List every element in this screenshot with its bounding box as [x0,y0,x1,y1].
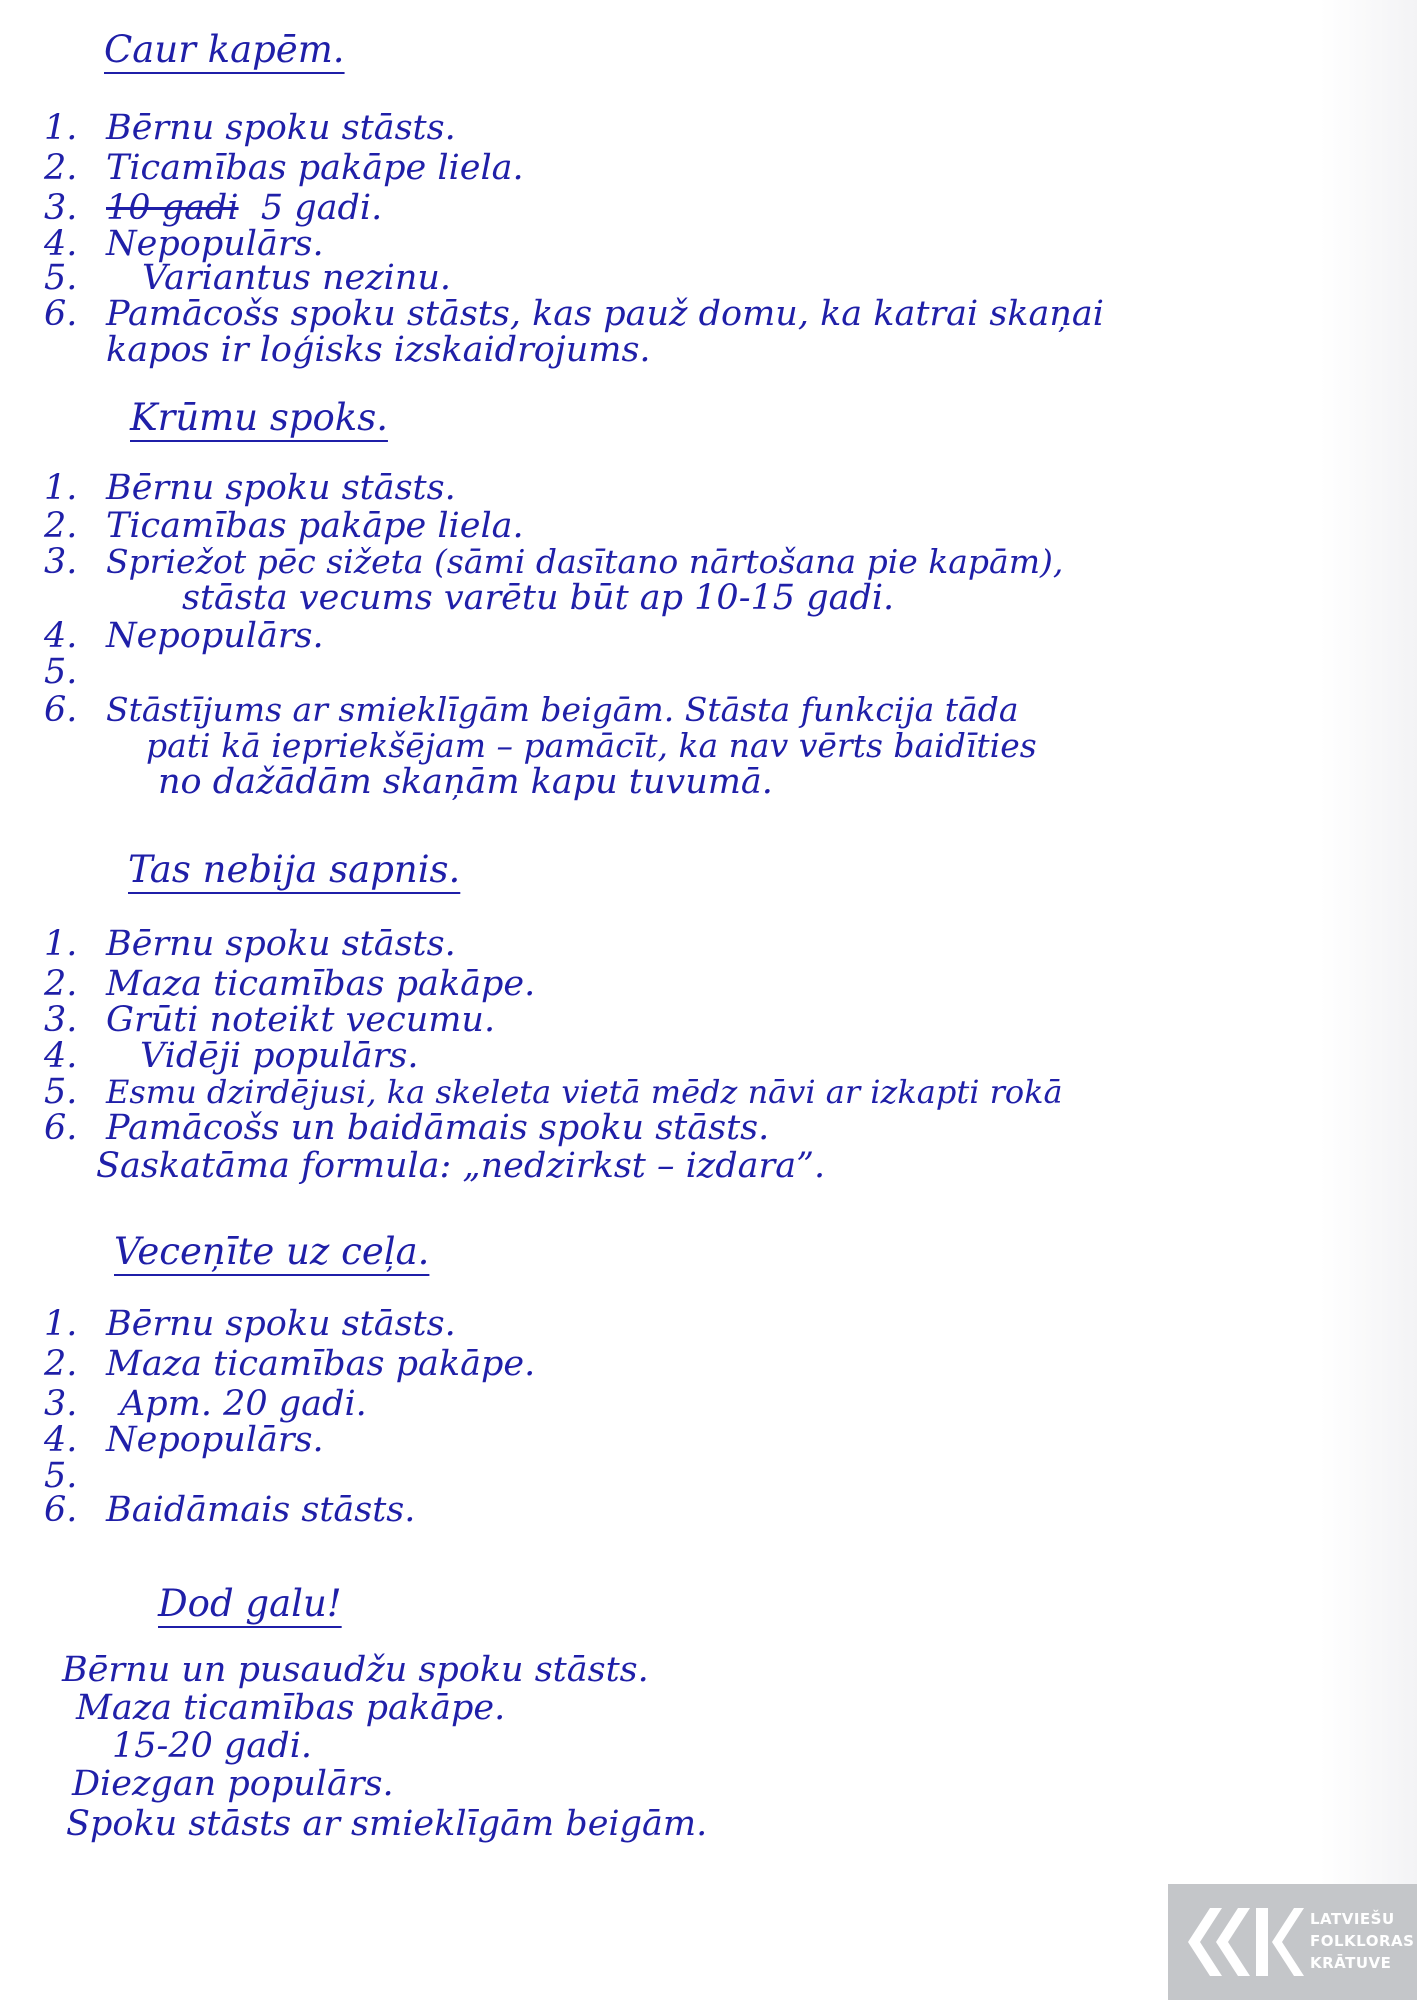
section-title: Tas nebija sapnis. [128,848,461,891]
list-item: 3. 10 gadi 5 gadi. [44,188,383,228]
list-item: 6. Pamācošs un baidāmais spoku stāsts. [44,1108,770,1148]
list-item: Bērnu un pusaudžu spoku stāsts. [62,1650,649,1690]
list-item: 5. Variantus nezinu. [44,258,452,298]
list-item: kapos ir loģisks izskaidrojums. [106,330,651,370]
list-item: 1. Bērnu spoku stāsts. [44,924,456,964]
list-item: Diezgan populārs. [72,1764,394,1804]
list-item: 2. Maza ticamības pakāpe. [44,1344,536,1384]
list-item: no dažādām skaņām kapu tuvumā. [158,762,773,802]
list-item: 2. Maza ticamības pakāpe. [44,964,536,1004]
list-item: stāsta vecums varētu būt ap 10-15 gadi. [182,578,895,618]
page-edge-shadow [1320,0,1417,2000]
list-item: 4. Nepopulārs. [44,616,324,656]
archive-logo [1168,1884,1417,2000]
list-item: 4. Vidēji populārs. [44,1036,419,1076]
list-item: 3. Spriežot pēc sižeta (sāmi dasītano nārtošana pie kapām), [44,542,1064,582]
list-item: 6. Pamācošs spoku stāsts, kas pauž domu, ka katrai skaņai [44,294,1104,334]
list-item: 2. Ticamības pakāpe liela. [44,506,524,546]
list-item: pati kā iepriekšējam – pamācīt, ka nav vērts baidīties [146,726,1037,765]
list-item: 1. Bērnu spoku stāsts. [44,1304,456,1344]
list-item: 3. Apm. 20 gadi. [44,1384,367,1424]
list-item: 4. Nepopulārs. [44,1420,324,1460]
logo-line-2: FOLKLORAS [1310,1932,1415,1950]
struck-text: 10 gadi [106,188,239,228]
lfk-logo-icon [1180,1902,1304,1982]
list-item: 5. [44,1456,78,1496]
section-title: Veceņīte uz ceļa. [114,1230,430,1273]
logo-line-3: KRĀTUVE [1310,1954,1392,1972]
list-item: 5. Esmu dzirdējusi, ka skeleta vietā mēdz nāvi ar izkapti rokā [44,1072,1063,1112]
list-item: 1. Bērnu spoku stāsts. [44,468,456,508]
list-item: Spoku stāsts ar smieklīgām beigām. [66,1804,708,1844]
list-item: Maza ticamības pakāpe. [76,1688,506,1728]
section-title: Dod galu! [158,1582,342,1625]
list-item: 6. Stāstījums ar smieklīgām beigām. Stāsta funkcija tāda [44,690,1019,730]
list-item: 6. Baidāmais stāsts. [44,1490,416,1530]
section-title: Caur kapēm. [104,28,345,71]
list-item: 2. Ticamības pakāpe liela. [44,148,524,188]
list-item: 5. [44,652,78,692]
list-item: 4. Nepopulārs. [44,224,324,264]
list-item: 3. Grūti noteikt vecumu. [44,1000,496,1040]
list-item: 15-20 gadi. [112,1726,313,1766]
list-item: Saskatāma formula: „nedzirkst – izdara”. [96,1146,826,1186]
logo-text [1310,1908,1415,1974]
logo-line-1: LATVIEŠU [1310,1910,1395,1928]
section-title: Krūmu spoks. [130,396,388,439]
list-item: 1. Bērnu spoku stāsts. [44,108,456,148]
